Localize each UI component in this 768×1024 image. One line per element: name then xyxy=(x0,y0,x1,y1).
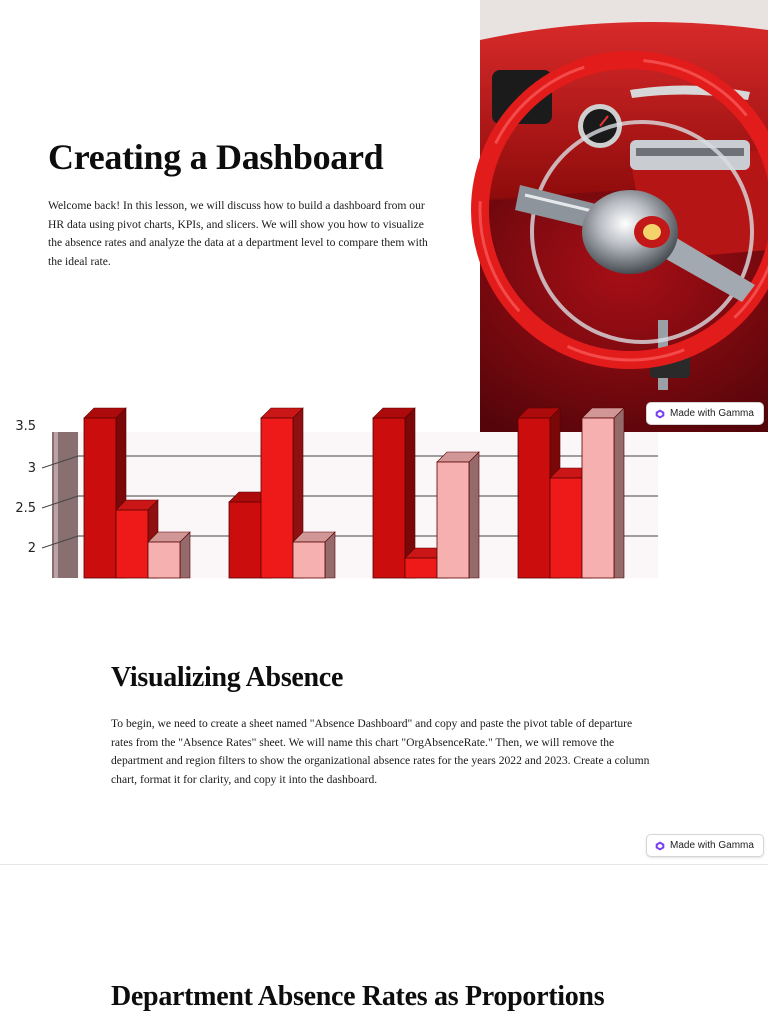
slide-body-text: Welcome back! In this lesson, we will discuss how to build a dashboard from our HR data using pivot charts, KPIs, and slicers. We will show you how to visualize the absence rates and analyze the data at a department level to compare them with the ideal rate. xyxy=(48,199,428,268)
chart-svg xyxy=(0,419,660,578)
chart-bar xyxy=(373,418,405,578)
slide-department-proportions xyxy=(0,865,768,1024)
made-with-gamma-badge[interactable] xyxy=(646,834,764,857)
chart-side-wall-highlight xyxy=(54,432,58,578)
chart-bar xyxy=(229,502,261,578)
chart-bar xyxy=(550,478,582,578)
absence-column-chart xyxy=(0,419,660,578)
chart-bar-side xyxy=(469,452,479,578)
chart-bar xyxy=(261,418,293,578)
slide-body-text: To begin, we need to create a sheet named "Absence Dashboard" and copy and paste the pivot table of departure rates from the "Absence Rates" sheet. We will name this chart "OrgAbsenceRate." Then, we will remove the department and region filters to show the organizational absence rates for the years 2022 and 2023. Create a column chart, format it for clarity, and copy it into the dashboard. xyxy=(111,717,650,786)
photo-illustration xyxy=(480,0,768,432)
chart-y-tick-label: 3 xyxy=(27,461,36,476)
chart-bar-side xyxy=(614,408,624,578)
gamma-logo-icon xyxy=(655,409,665,419)
made-with-gamma-badge[interactable] xyxy=(646,402,764,425)
chart-y-tick-label-partial: 3.5 xyxy=(15,419,36,434)
slide-title: Visualizing Absence xyxy=(111,662,344,693)
chart-bar xyxy=(437,462,469,578)
chart-y-tick-label: 2 xyxy=(27,541,36,556)
slide-title: Department Absence Rates as Proportions xyxy=(111,981,605,1012)
steering-wheel-photo xyxy=(480,0,768,432)
gamma-logo-icon xyxy=(655,841,665,851)
badge-label: Made with Gamma xyxy=(670,408,754,419)
slide-visualizing-absence xyxy=(0,419,768,865)
badge-label: Made with Gamma xyxy=(670,840,754,851)
chart-y-tick-label: 2.5 xyxy=(15,501,36,516)
slide-title: Creating a Dashboard xyxy=(48,137,384,177)
chart-bar xyxy=(148,542,180,578)
chart-bar xyxy=(293,542,325,578)
chart-bar xyxy=(116,510,148,578)
chart-bar xyxy=(518,418,550,578)
chart-bar xyxy=(84,418,116,578)
slide-creating-dashboard xyxy=(0,0,768,433)
chart-bar xyxy=(582,418,614,578)
chart-bar xyxy=(405,558,437,578)
